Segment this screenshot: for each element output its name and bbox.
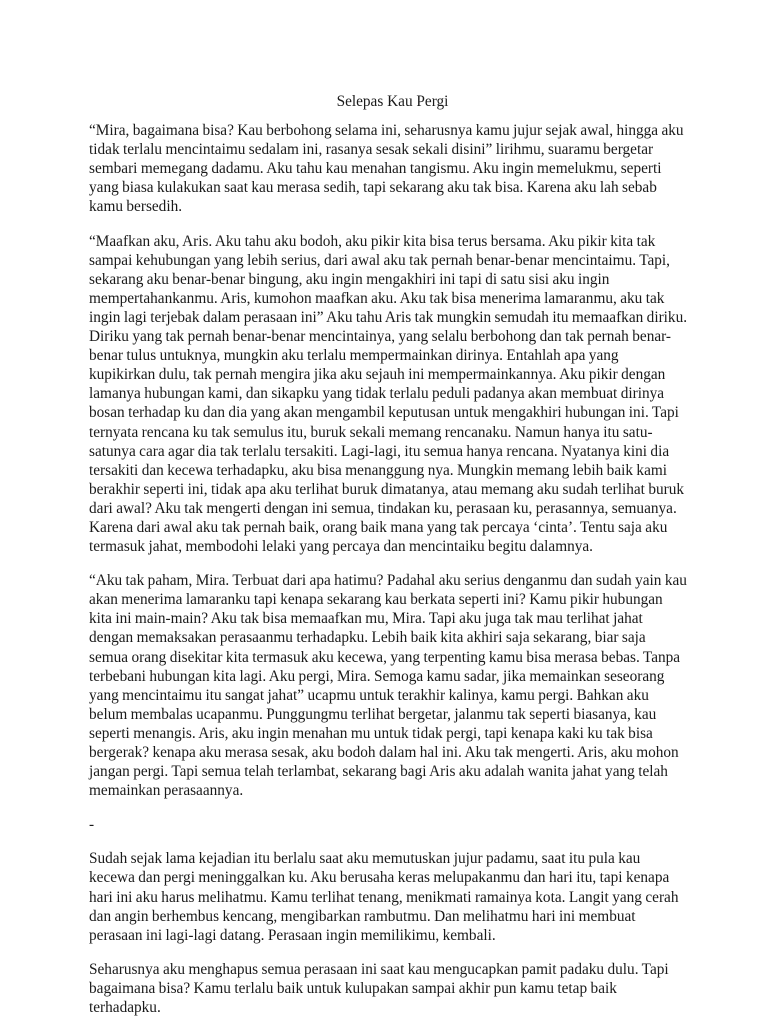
paragraph-1: “Mira, bagaimana bisa? Kau berbohong selama ini, seharusnya kamu jujur sejak awal, hingga aku tidak terlalu mencintaimu sedalam ini, rasanya sesak sekali disini” lirihmu, suaramu bergetar sembari memegang dadamu. Aku tahu kau menahan tangismu. Aku ingin memelukmu, seperti yang biasa kulakukan saat kau merasa sedih, tapi sekarang aku tak bisa. Karena aku lah sebab kamu bersedih. <box>89 122 684 216</box>
document-title: Selepas Kau Pergi <box>336 93 449 110</box>
paragraph-2: “Maafkan aku, Aris. Aku tahu aku bodoh, aku pikir kita bisa terus bersama. Aku pikir kita tak sampai kehubungan yang lebih serius, dari awal aku tak pernah benar-benar mencintaimu. Tapi, sekarang aku benar-benar bingung, aku ingin mengakhiri ini tapi di satu sisi aku ingin mempertahankanmu. Aris, kumohon maafkan aku. Aku tak bisa menerima lamaranmu, aku tak ingin lagi terjebak dalam perasaan ini” Aku tahu Aris tak mungkin semudah itu memaafkan diriku. Diriku yang tak pernah benar-benar mencintainya, yang selalu berbohong dan tak pernah benar-benar tulus untuknya, mungkin aku terlalu mempermainkan dirinya. Entahlah apa yang kupikirkan dulu, tak pernah mengira jika aku sejauh ini mempermainkannya. Aku pikir dengan lamanya hubungan kami, dan sikapku yang tidak terlalu peduli padanya akan membuat dirinya bosan terhadap ku dan dia yang akan mengambil keputusan untuk mengakhiri hubungan ini. Tapi ternyata rencana ku tak semulus itu, buruk sekali memang rencanaku. Namun hanya itu satu-satunya cara agar dia tak terlalu tersakiti. Lagi-lagi, itu semua hanya rencana. Nyatanya kini dia tersakiti dan kecewa terhadapku, aku bisa menanggung nya. Mungkin memang lebih baik kami berakhir seperti ini, tidak apa aku terlihat buruk dimatanya, atau memang aku sudah terlihat buruk dari awal? Aku tak mengerti dengan ini semua, tindakan ku, perasaan ku, perasannya, semuanya. Karena dari awal aku tak pernah baik, orang baik mana yang tak percaya ‘cinta’. Tentu saja aku termasuk jahat, membodohi lelaki yang percaya dan mencintaiku begitu dalamnya. <box>89 232 688 556</box>
section-separator: - <box>89 816 95 834</box>
paragraph-5: Seharusnya aku menghapus semua perasaan ini saat kau mengucapkan pamit padaku dulu. Tapi bagaimana bisa? Kamu terlalu baik untuk kulupakan sampai akhir pun kamu tetap baik terhadapku. <box>89 960 669 1017</box>
paragraph-3: “Aku tak paham, Mira. Terbuat dari apa hatimu? Padahal aku serius denganmu dan sudah yain kau akan menerima lamaranku tapi kenapa sekarang kau berkata seperti ini? Kamu pikir hubungan kita ini main-main? Aku tak bisa memaafkan mu, Mira. Tapi aku juga tak mau terlihat jahat dengan memaksakan perasaanmu terhadapku. Lebih baik kita akhiri saja sekarang, biar saja semua orang disekitar kita termasuk aku kecewa, yang terpenting kamu bisa merasa bebas. Tanpa terbebani hubungan kita lagi. Aku pergi, Mira. Semoga kamu sadar, jika memainkan seseorang yang mencintaimu itu sangat jahat” ucapmu untuk terakhir kalinya, kamu pergi. Bahkan aku belum membalas ucapanmu. Punggungmu terlihat bergetar, jalanmu tak seperti biasanya, kau seperti menangis. Aris, aku ingin menahan mu untuk tidak pergi, tapi kenapa kaki ku tak bisa bergerak? kenapa aku merasa sesak, aku bodoh dalam hal ini. Aku tak mengerti. Aris, aku mohon jangan pergi. Tapi semua telah terlambat, sekarang bagi Aris aku adalah wanita jahat yang telah memainkan perasaannya. <box>89 572 687 800</box>
paragraph-4: Sudah sejak lama kejadian itu berlalu saat aku memutuskan jujur padamu, saat itu pula kau kecewa dan pergi meninggalkan ku. Aku berusaha keras melupakanmu dan hari itu, tapi kenapa hari ini aku harus melihatmu. Kamu terlihat tenang, menikmati ramainya kota. Langit yang cerah dan angin berhembus kencang, mengibarkan rambutmu. Dan melihatmu hari ini membuat perasaan ini lagi-lagi datang. Perasaan ingin memilikimu, kembali. <box>89 850 679 944</box>
